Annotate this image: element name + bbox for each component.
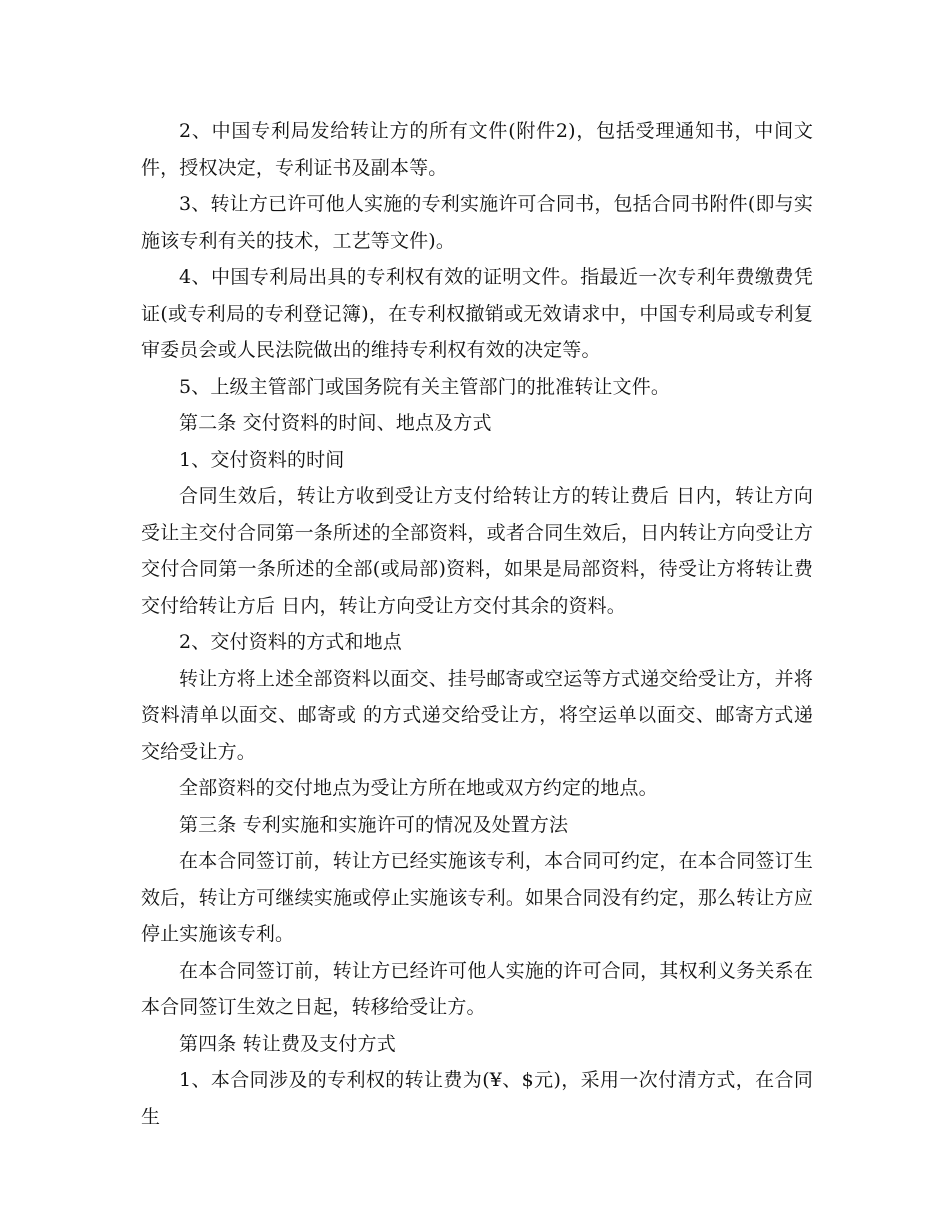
paragraph-attachment-3: 3、转让方已许可他人实施的专利实施许可合同书，包括合同书附件(即与实施该专利有关的技术，工艺等文件)。 — [141, 193, 813, 252]
article-3-text-2: 在本合同签订前，转让方已经许可他人实施的许可合同，其权利义务关系在本合同签订生效之日起，转移给受让方。 — [141, 959, 813, 1018]
document-body — [141, 113, 813, 1135]
article-4-text-1: 1、本合同涉及的专利权的转让费为(¥、$元)，采用一次付清方式，在合同生 — [141, 1069, 813, 1128]
article-2-heading: 第二条 交付资料的时间、地点及方式 — [179, 412, 492, 434]
article-2-location-text: 全部资料的交付地点为受让方所在地或双方约定的地点。 — [179, 777, 658, 799]
article-2-subheading-method: 2、交付资料的方式和地点 — [179, 631, 402, 653]
paragraph-attachment-4: 4、中国专利局出具的专利权有效的证明文件。指最近一次专利年费缴费凭证(或专利局的专利登记簿)，在专利权撤销或无效请求中，中国专利局或专利复审委员会或人民法院做出的维持专利权有效的决定等。 — [141, 266, 813, 361]
article-2-time-text: 合同生效后，转让方收到受让方支付给转让方的转让费后 日内，转让方向受让主交付合同第一条所述的全部资料，或者合同生效后，日内转让方向受让方交付合同第一条所述的全部(或局部)资料，如果是局部资料，待受让方将转让费交付给转让方后 日内，转让方向受让方交付其余的资料。 — [141, 485, 813, 617]
article-3-text-1: 在本合同签订前，转让方已经实施该专利，本合同可约定，在本合同签订生效后，转让方可继续实施或停止实施该专利。如果合同没有约定，那么转让方应停止实施该专利。 — [141, 850, 813, 945]
paragraph-attachment-5: 5、上级主管部门或国务院有关主管部门的批准转让文件。 — [179, 375, 670, 398]
article-4-heading: 第四条 转让费及支付方式 — [179, 1032, 396, 1055]
article-2-method-text: 转让方将上述全部资料以面交、挂号邮寄或空运等方式递交给受让方，并将资料清单以面交、邮寄或 的方式递交给受让方，将空运单以面交、邮寄方式递交给受让方。 — [141, 667, 813, 763]
paragraph-attachment-2: 2、中国专利局发给转让方的所有文件(附件2)，包括受理通知书，中间文件，授权决定，专利证书及副本等。 — [141, 120, 813, 179]
article-3-heading: 第三条 专利实施和实施许可的情况及处置方法 — [179, 813, 569, 836]
article-2-subheading-time: 1、交付资料的时间 — [179, 448, 345, 471]
